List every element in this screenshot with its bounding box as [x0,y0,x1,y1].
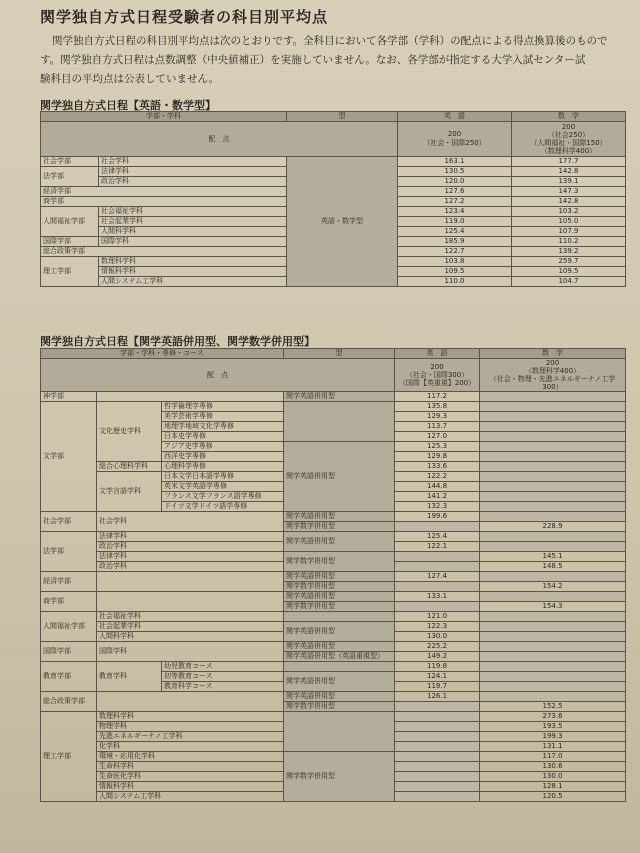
english-average: 125.3 [395,442,480,452]
department-name: 情報科学科 [99,267,287,277]
math-average: 273.6 [480,712,626,722]
english-average: 110.0 [398,277,512,287]
english-average [395,552,480,562]
table-row [41,662,626,672]
exam-type: 関学英語併用型 [284,622,395,642]
math-average [480,542,626,552]
department-name: 国際学科 [99,237,287,247]
math-average: 154.3 [480,602,626,612]
math-average: 130.6 [480,762,626,772]
english-average: 124.1 [395,672,480,682]
math-average [480,662,626,672]
department-name: 人間科学科 [99,227,287,237]
faculty-name: 経済学部 [41,572,97,592]
exam-type [284,712,395,752]
exam-type: 関学数学併用型 [284,522,395,532]
english-average: 127.4 [395,572,480,582]
exam-type: 関学数学併用型 [284,552,395,572]
department-name: 社会起業学科 [99,217,287,227]
english-average: 129.3 [395,412,480,422]
math-average [480,412,626,422]
department-name: 政治学科 [97,562,284,572]
exam-type: 関学英語併用型 [284,572,395,582]
math-average [480,612,626,622]
math-average [480,692,626,702]
english-average: 122.1 [395,542,480,552]
math-average [480,462,626,472]
table2-english-points: 200 （社会・国際300） （国際【英重視】200） [395,359,480,392]
english-average: 135.8 [395,402,480,412]
faculty-name: 経済学部 [41,187,287,197]
table-row [41,712,626,722]
math-average [480,592,626,602]
table1-section-title: 関学独自方式日程【英語・数学型】 [40,99,216,112]
math-average: 104.7 [512,277,626,287]
table2-points-label: 配 点 [41,359,395,392]
english-average: 225.2 [395,642,480,652]
english-average: 120.0 [398,177,512,187]
math-average [480,442,626,452]
department-name: 物理学科 [97,722,284,732]
course-name: 日本文学日本語学専修 [162,472,284,482]
english-average: 119.0 [398,217,512,227]
english-average: 129.8 [395,452,480,462]
faculty-name: 文学部 [41,402,97,512]
department-name: 教育学科 [97,662,162,692]
math-average [480,572,626,582]
table1-points-label: 配 点 [41,122,398,157]
exam-type: 関学英語併用型 [284,692,395,702]
exam-type: 英語・数学型 [287,157,398,287]
exam-type: 関学英語併用型 [284,392,395,402]
department-name: 法律学科 [97,552,284,562]
faculty-name: 教育学部 [41,662,97,692]
course-name: アジア史学専修 [162,442,284,452]
math-average: 103.2 [512,207,626,217]
faculty-name: 神学部 [41,392,97,402]
department-name: 環境・応用化学科 [97,752,284,762]
table-row [41,622,626,632]
table-row [41,592,626,602]
math-average [480,472,626,482]
department-name [97,592,284,612]
table1-english-header: 英 語 [398,112,512,122]
english-average [395,582,480,592]
department-name: 文化歴史学科 [97,402,162,462]
faculty-name: 商学部 [41,592,97,612]
math-average [480,452,626,462]
table-row [41,532,626,542]
english-average: 163.1 [398,157,512,167]
english-average [395,762,480,772]
course-name: 教育科学コース [162,682,284,692]
english-average: 130.0 [395,632,480,642]
math-average: 139.1 [512,177,626,187]
faculty-name: 社会学部 [41,512,97,532]
table-row [41,692,626,702]
table-row [41,402,626,412]
exam-type: 関学英語併用型 [284,592,395,602]
department-name: 生命医化学科 [97,772,284,782]
math-average [480,622,626,632]
exam-type: 関学数学併用型 [284,602,395,612]
english-average: 113.7 [395,422,480,432]
department-name: 法律学科 [99,167,287,177]
intro-paragraph [40,32,625,89]
english-average: 133.1 [395,592,480,602]
faculty-name: 理工学部 [41,257,99,287]
exam-type: 関学英語併用型 [284,442,395,512]
english-average: 122.2 [395,472,480,482]
table-row [41,157,626,167]
math-average: 154.2 [480,582,626,592]
english-average: 117.2 [395,392,480,402]
department-name: 化学科 [97,742,284,752]
math-average: 128.1 [480,782,626,792]
course-name: 初等教育コース [162,672,284,682]
course-name: 美学芸術学専修 [162,412,284,422]
department-name: 情報科学科 [97,782,284,792]
course-name: 英米文学英語学専修 [162,482,284,492]
department-name: 人間システム工学科 [97,792,284,802]
math-average: 139.2 [512,247,626,257]
math-average: 199.3 [480,732,626,742]
math-average: 145.1 [480,552,626,562]
english-average: 199.6 [395,512,480,522]
faculty-name: 法学部 [41,167,99,187]
intro-line: 関学独自方式日程の科目別平均点は次のとおりです。全科目において各学部（学科）の配点による得点換算後のもので [52,35,608,47]
course-name: 地理学地域文化学専修 [162,422,284,432]
math-average: 120.5 [480,792,626,802]
course-name: ドイツ文学ドイツ語学専修 [162,502,284,512]
english-average: 119.7 [395,682,480,692]
math-average [480,492,626,502]
exam-type: 関学数学併用型 [284,752,395,802]
english-average: 122.3 [395,622,480,632]
faculty-name: 理工学部 [41,712,97,802]
department-name: 数理科学科 [99,257,287,267]
course-name: フランス文学フランス語学専修 [162,492,284,502]
math-average [480,482,626,492]
math-average: 193.5 [480,722,626,732]
table1-dept-header: 学部・学科 [41,112,287,122]
department-name: 国際学科 [97,642,284,662]
department-name: 社会学科 [99,157,287,167]
math-average: 110.2 [512,237,626,247]
math-average [480,432,626,442]
math-average: 177.7 [512,157,626,167]
english-average: 141.2 [395,492,480,502]
math-average [480,502,626,512]
table1-english-points: 200 （社会・国際250） [398,122,512,157]
faculty-name: 法学部 [41,532,97,572]
exam-type: 関学数学併用型 [284,702,395,712]
faculty-name: 国際学部 [41,642,97,662]
english-average [395,562,480,572]
intro-line: 験科目の平均点は公表していません。 [40,73,220,85]
math-average: 148.5 [480,562,626,572]
department-name: 政治学科 [99,177,287,187]
course-name: 幼児教育コース [162,662,284,672]
english-average: 127.0 [395,432,480,442]
page-title: 関学独自方式日程受験者の科目別平均点 [40,8,329,26]
english-average: 185.9 [398,237,512,247]
english-average [395,722,480,732]
english-average [395,712,480,722]
department-name: 社会福祉学科 [99,207,287,217]
english-average [395,792,480,802]
faculty-name: 国際学部 [41,237,99,247]
exam-type [284,402,395,442]
math-average [480,512,626,522]
math-average [480,392,626,402]
math-average: 130.0 [480,772,626,782]
department-name [97,692,284,712]
english-average: 109.5 [398,267,512,277]
faculty-name: 社会学部 [41,157,99,167]
math-average [480,642,626,652]
english-average: 121.0 [395,612,480,622]
table2-section-title: 関学独自方式日程【関学英語併用型、関学数学併用型】 [40,335,315,348]
table-row [41,572,626,582]
english-average: 130.5 [398,167,512,177]
math-average [480,422,626,432]
department-name: 文学言語学科 [97,472,162,512]
exam-type: 関学数学併用型 [284,582,395,592]
table1-math-points: 200 （社会250） （人間福祉・国際150） （数理科学400） [512,122,626,157]
math-average: 142.8 [512,197,626,207]
math-average: 147.3 [512,187,626,197]
math-average [480,402,626,412]
english-average: 103.8 [398,257,512,267]
exam-type: 関学英語併用型 [284,512,395,522]
department-name: 人間科学科 [97,632,284,642]
department-name: 人間システム工学科 [99,277,287,287]
english-average: 119.8 [395,662,480,672]
math-average: 107.9 [512,227,626,237]
department-name: 社会福祉学科 [97,612,284,622]
table-row [41,752,626,762]
table1-math-header: 数 学 [512,112,626,122]
english-average: 127.6 [398,187,512,197]
intro-line: す。関学独自方式日程は点数調整（中央値補正）を実施していません。なお、各学部が指定する大学入試センター試 [40,54,586,66]
math-average [480,532,626,542]
english-average: 133.6 [395,462,480,472]
department-name: 総合心理科学科 [97,462,162,472]
faculty-name: 人間福祉学部 [41,207,99,237]
department-name: 生命科学科 [97,762,284,772]
math-average: 259.7 [512,257,626,267]
english-average [395,782,480,792]
english-average: 144.8 [395,482,480,492]
table2-math-header: 数 学 [480,349,626,359]
table-row [41,642,626,652]
math-average [480,652,626,662]
course-name: 西洋史学専修 [162,452,284,462]
table-row [41,512,626,522]
english-average [395,602,480,612]
faculty-name: 商学部 [41,197,287,207]
math-average [480,682,626,692]
math-average: 131.1 [480,742,626,752]
exam-type [284,612,395,622]
table1 [40,111,626,287]
department-name [97,572,284,592]
english-average: 149.2 [395,652,480,662]
course-name: 心理科学専修 [162,462,284,472]
english-average [395,702,480,712]
faculty-name: 総合政策学部 [41,247,287,257]
english-average: 126.1 [395,692,480,702]
math-average: 109.5 [512,267,626,277]
table2 [40,348,626,802]
department-name: 政治学科 [97,542,284,552]
department-name: 法律学科 [97,532,284,542]
english-average [395,772,480,782]
course-name: 日本史学専修 [162,432,284,442]
english-average: 122.7 [398,247,512,257]
math-average: 117.0 [480,752,626,762]
math-average [480,672,626,682]
math-average [480,632,626,642]
faculty-name: 人間福祉学部 [41,612,97,642]
department-name: 社会起業学科 [97,622,284,632]
english-average: 127.2 [398,197,512,207]
table1-type-header: 型 [287,112,398,122]
table2-dept-header: 学部・学科・専修・コース [41,349,284,359]
exam-type: 関学英語併用型 [284,642,395,652]
department-name: 数理科学科 [97,712,284,722]
english-average [395,522,480,532]
table2-math-points: 200 （数理科学400） （社会・物理・先進エネルギーナノ工学300） [480,359,626,392]
exam-type [284,662,395,672]
english-average [395,732,480,742]
table2-type-header: 型 [284,349,395,359]
math-average: 142.8 [512,167,626,177]
table-row [41,552,626,562]
math-average: 105.0 [512,217,626,227]
department-name: 社会学科 [97,512,284,532]
table-row [41,392,626,402]
english-average [395,742,480,752]
exam-type: 関学英語併用型 [284,532,395,552]
english-average: 123.4 [398,207,512,217]
department-name: 先進エネルギーナノ工学科 [97,732,284,742]
exam-type: 関学英語併用型 [284,672,395,692]
course-name: 哲学倫理学専修 [162,402,284,412]
faculty-name: 総合政策学部 [41,692,97,712]
english-average: 125.4 [398,227,512,237]
table2-english-header: 英 語 [395,349,480,359]
math-average: 152.5 [480,702,626,712]
table-row [41,612,626,622]
english-average: 132.3 [395,502,480,512]
english-average: 125.4 [395,532,480,542]
english-average [395,752,480,762]
math-average: 228.9 [480,522,626,532]
exam-type: 関学英語併用型（英語重視型） [284,652,395,662]
department-name [97,392,284,402]
